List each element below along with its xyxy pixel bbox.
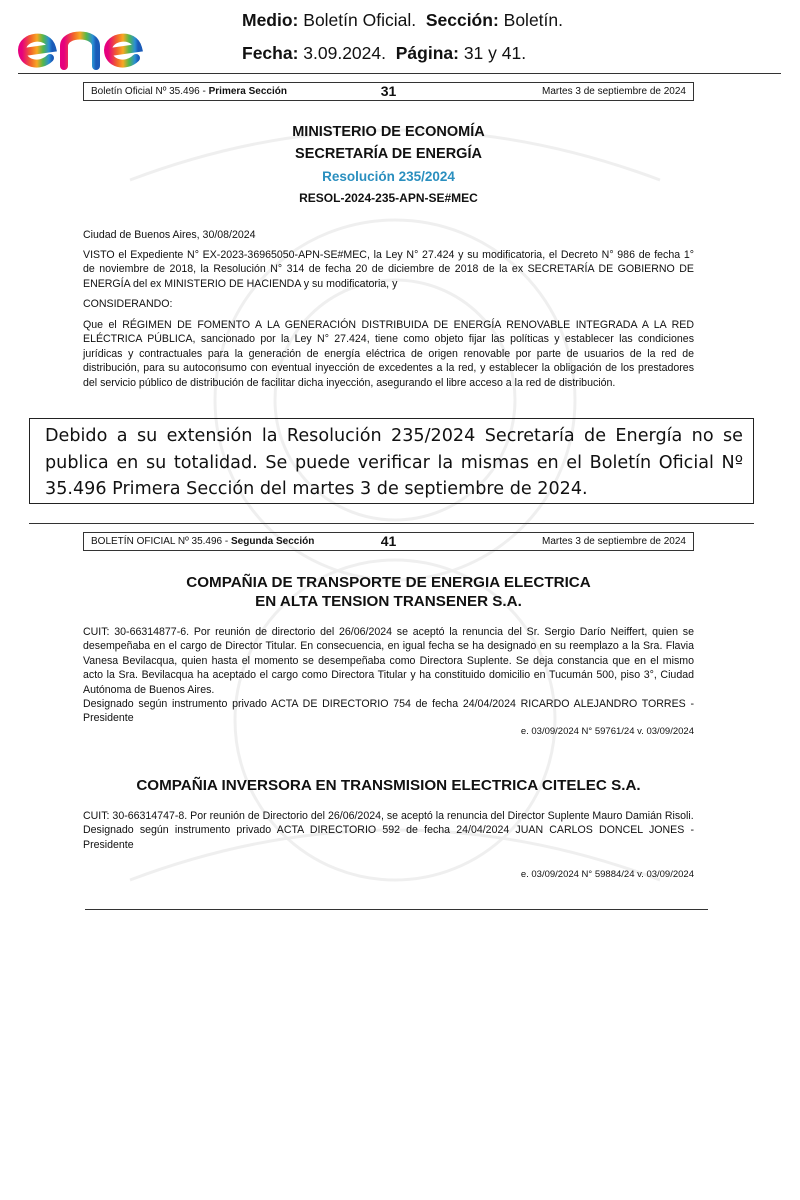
banner-edition: BOLETÍN OFICIAL Nº 35.496 - <box>91 536 231 547</box>
company2-reference: e. 03/09/2024 N° 59884/24 v. 03/09/2024 <box>520 869 694 880</box>
banner-section: Segunda Sección <box>231 536 315 547</box>
company1-title-line1: COMPAÑIA DE TRANSPORTE DE ENERGIA ELECTRICA <box>186 574 591 591</box>
pagina-label: Página: <box>395 43 459 63</box>
company2-title: COMPAÑIA INVERSORA EN TRANSMISION ELECTRICA CITELEC S.A. <box>136 777 641 794</box>
city-date: Ciudad de Buenos Aires, 30/08/2024 <box>83 229 256 241</box>
ministry-title: MINISTERIO DE ECONOMÍA <box>292 124 485 140</box>
extension-note-box: Debido a su extensión la Resolución 235/2024 Secretaría de Energía no se publica en su totalidad. Se puede verificar la mismas en el Boletín Oficial Nº 35.496 Primera Sección del martes 3 de septiembre de 2024. <box>29 418 754 504</box>
resolution-title: Resolución 235/2024 <box>322 169 455 184</box>
company1-reference: e. 03/09/2024 N° 59761/24 v. 03/09/2024 <box>520 726 694 737</box>
enel-logo <box>14 8 184 72</box>
company2-body <box>83 809 694 852</box>
bottom-divider <box>85 909 708 910</box>
banner-date: Martes 3 de septiembre de 2024 <box>542 86 686 97</box>
banner-page-number: 41 <box>380 533 397 549</box>
meta-fecha-pagina <box>242 43 526 64</box>
medio-label: Medio: <box>242 10 299 30</box>
banner-page-number: 31 <box>380 83 397 99</box>
que-paragraph: Que el RÉGIMEN DE FOMENTO A LA GENERACIÓN DISTRIBUIDA DE ENERGÍA RENOVABLE INTEGRADA A LA RED ELÉCTRICA PÚBLICA, sancionado por la Ley N° 27.424, tiene como objeto fijar las políticas y establecer las condiciones jurídicas y contractuales para la generación de energía eléctrica de origen renovable por parte de usuarios de la red de distribución, para su autoconsumo con eventual inyección de excedentes a la red, y establecer la obligación de los prestadores del servicio público de distribución de facilitar dicha inyección, asegurando el libre acceso a la red de distribución. <box>83 319 694 389</box>
company2-text: CUIT: 30-66314747-8. Por reunión de Directorio del 26/06/2024, se aceptó la renuncia del Director Suplente Mauro Damián Risoli. <box>83 810 694 822</box>
resolution-code: RESOL-2024-235-APN-SE#MEC <box>299 191 478 205</box>
company1-body <box>83 625 694 726</box>
seccion-label: Sección: <box>425 10 499 30</box>
company1-designado: Designado según instrumento privado ACTA DE DIRECTORIO 754 de fecha 24/04/2024 RICARDO ALEJANDRO TORRES - Presidente <box>83 698 694 725</box>
banner-section: Primera Sección <box>208 86 287 97</box>
banner-edition: Boletín Oficial Nº 35.496 - <box>91 86 209 97</box>
fecha-label: Fecha: <box>242 43 299 63</box>
seccion-value: Boletín. <box>503 10 564 30</box>
fecha-value: 3.09.2024. <box>303 43 386 63</box>
meta-medio-seccion <box>242 10 563 31</box>
medio-value: Boletín Oficial. <box>303 10 417 30</box>
gazette-banner-31 <box>83 82 694 101</box>
pagina-value: 31 y 41. <box>463 43 527 63</box>
company1-title-line2: EN ALTA TENSION TRANSENER S.A. <box>255 593 522 610</box>
header-divider <box>18 73 781 74</box>
middle-divider <box>29 523 754 524</box>
company2-designado: Designado según instrumento privado ACTA DIRECTORIO 592 de fecha 24/04/2024 JUAN CARLOS DONCEL JONES - Presidente <box>83 824 694 851</box>
company1-text: CUIT: 30-66314877-6. Por reunión de directorio del 26/06/2024 se aceptó la renuncia del Sr. Sergio Darío Neiffert, quien se desempeñaba en el cargo de Director Titular. En consecuencia, en igual fecha se ha designado en su reemplazo a la Sra. Flavia Vanesa Bevilacqua, quien hasta el momento se desempeñaba como Directora Suplente. Se deja constancia que en el mismo acto la Sra. Bevilacqua ha aceptado el cargo como Directora Titular y ha constituido domicilio en Tucumán 500, piso 3°, Ciudad Autónoma de Buenos Aires. <box>83 626 694 696</box>
gazette-banner-41 <box>83 532 694 551</box>
banner-date: Martes 3 de septiembre de 2024 <box>542 536 686 547</box>
visto-paragraph: VISTO el Expediente N° EX-2023-36965050-APN-SE#MEC, la Ley N° 27.424 y su modificatoria, el Decreto N° 986 de fecha 1° de noviembre de 2018, la Resolución N° 314 de fecha 20 de diciembre de 2018 de la ex SECRETARÍA DE GOBIERNO DE ENERGÍA del ex MINISTERIO DE HACIENDA y su modificatoria, y <box>83 249 694 290</box>
secretaria-title: SECRETARÍA DE ENERGÍA <box>295 146 482 162</box>
considerando-heading: CONSIDERANDO: <box>83 298 173 310</box>
